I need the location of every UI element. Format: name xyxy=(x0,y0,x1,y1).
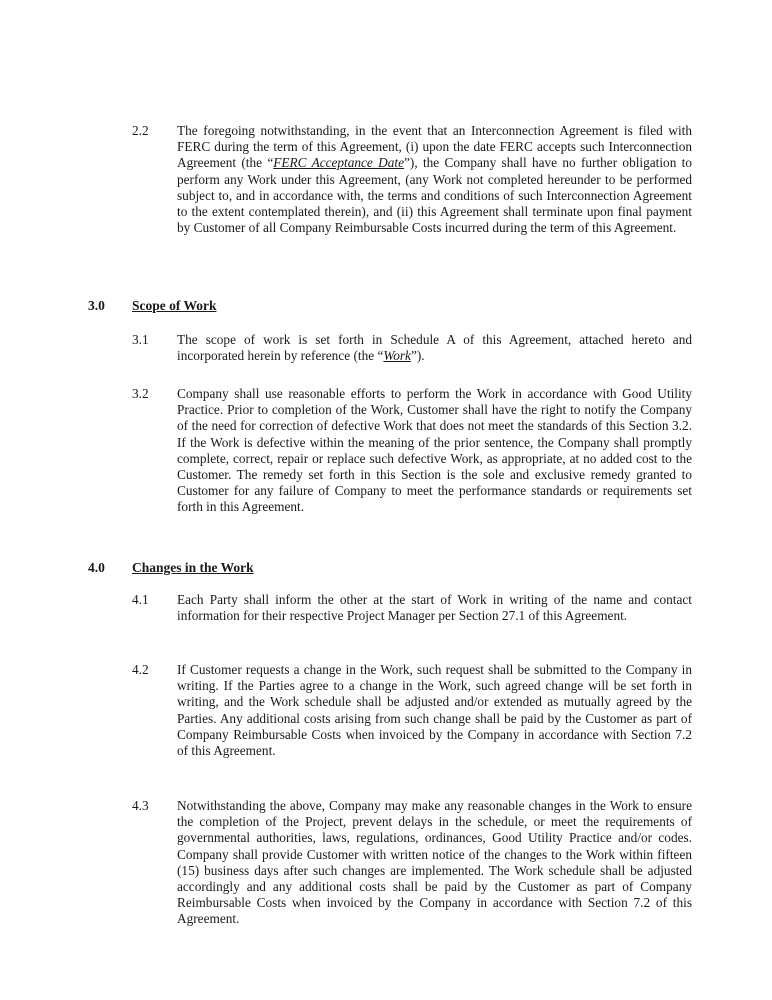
defined-term: FERC Acceptance Date xyxy=(273,155,404,171)
clause-2-2 xyxy=(132,123,692,236)
clause-number: 4.1 xyxy=(132,592,149,607)
clause-number: 4.3 xyxy=(132,798,149,813)
section-heading-3 xyxy=(88,298,217,314)
clause-number: 3.2 xyxy=(132,386,149,401)
section-number: 3.0 xyxy=(88,298,105,313)
clause-text: The scope of work is set forth in Schedule A of this Agreement, attached hereto and incorporated herein by reference (the “Work”). xyxy=(177,332,692,364)
section-title: Changes in the Work xyxy=(132,560,254,575)
section-title: Scope of Work xyxy=(132,298,217,313)
clause-text: Notwithstanding the above, Company may make any reasonable changes in the Work to ensure the completion of the Project, prevent delays in the schedule, or meet the requirements of governmental authorities, laws, regulations, ordinances, Good Utility Practice and/or codes. Company shall provide Customer with written notice of the changes to the Work within fifteen (15) business days after such changes are implemented. The Work schedule shall be adjusted accordingly and any additional costs shall be paid by the Customer as part of Company Reimbursable Costs when invoiced by the Company in accordance with Section 7.2 of this Agreement. xyxy=(177,798,692,927)
clause-3-1 xyxy=(132,332,692,364)
clause-number: 2.2 xyxy=(132,123,149,138)
clause-3-2 xyxy=(132,386,692,516)
clause-text: Each Party shall inform the other at the start of Work in writing of the name and contact information for their respective Project Manager per Section 27.1 of this Agreement. xyxy=(177,592,692,624)
clause-text: If Customer requests a change in the Work, such request shall be submitted to the Company in writing. If the Parties agree to a change in the Work, such agreed change will be set forth in writing, and the Work schedule shall be adjusted and/or extended as mutually agreed by the Parties. Any additional costs arising from such change shall be paid by the Customer as part of Company Reimbursable Costs when invoiced by the Company in accordance with Section 7.2 of this Agreement. xyxy=(177,662,692,759)
section-heading-4 xyxy=(88,560,254,576)
clause-number: 4.2 xyxy=(132,662,149,677)
clause-4-1 xyxy=(132,592,692,624)
clause-text: Company shall use reasonable efforts to perform the Work in accordance with Good Utility Practice. Prior to completion of the Work, Customer shall have the right to notify the Company of the need for correction of defective Work that does not meet the standards of this Section 3.2. If the Work is defective within the meaning of the prior sentence, the Company shall promptly complete, correct, repair or replace such defective Work, as appropriate, at no added cost to the Customer. The remedy set forth in this Section is the sole and exclusive remedy granted to Customer for any failure of Company to meet the performance standards or requirements set forth in this Agreement. xyxy=(177,386,692,515)
section-number: 4.0 xyxy=(88,560,105,575)
clause-number: 3.1 xyxy=(132,332,149,347)
clause-text: The foregoing notwithstanding, in the event that an Interconnection Agreement is filed with FERC during the term of this Agreement, (i) upon the date FERC accepts such Interconnection Agreement (the “FERC Acceptance Date”), the Company shall have no further obligation to perform any Work under this Agreement, (any Work not completed hereunder to be performed subject to, and in accordance with, the terms and conditions of such Interconnection Agreement to the extent contemplated therein), and (ii) this Agreement shall terminate upon final payment by Customer of all Company Reimbursable Costs incurred during the term of this Agreement. xyxy=(177,123,693,236)
defined-term: Work xyxy=(383,348,411,364)
clause-4-3 xyxy=(132,798,692,928)
clause-4-2 xyxy=(132,662,692,759)
